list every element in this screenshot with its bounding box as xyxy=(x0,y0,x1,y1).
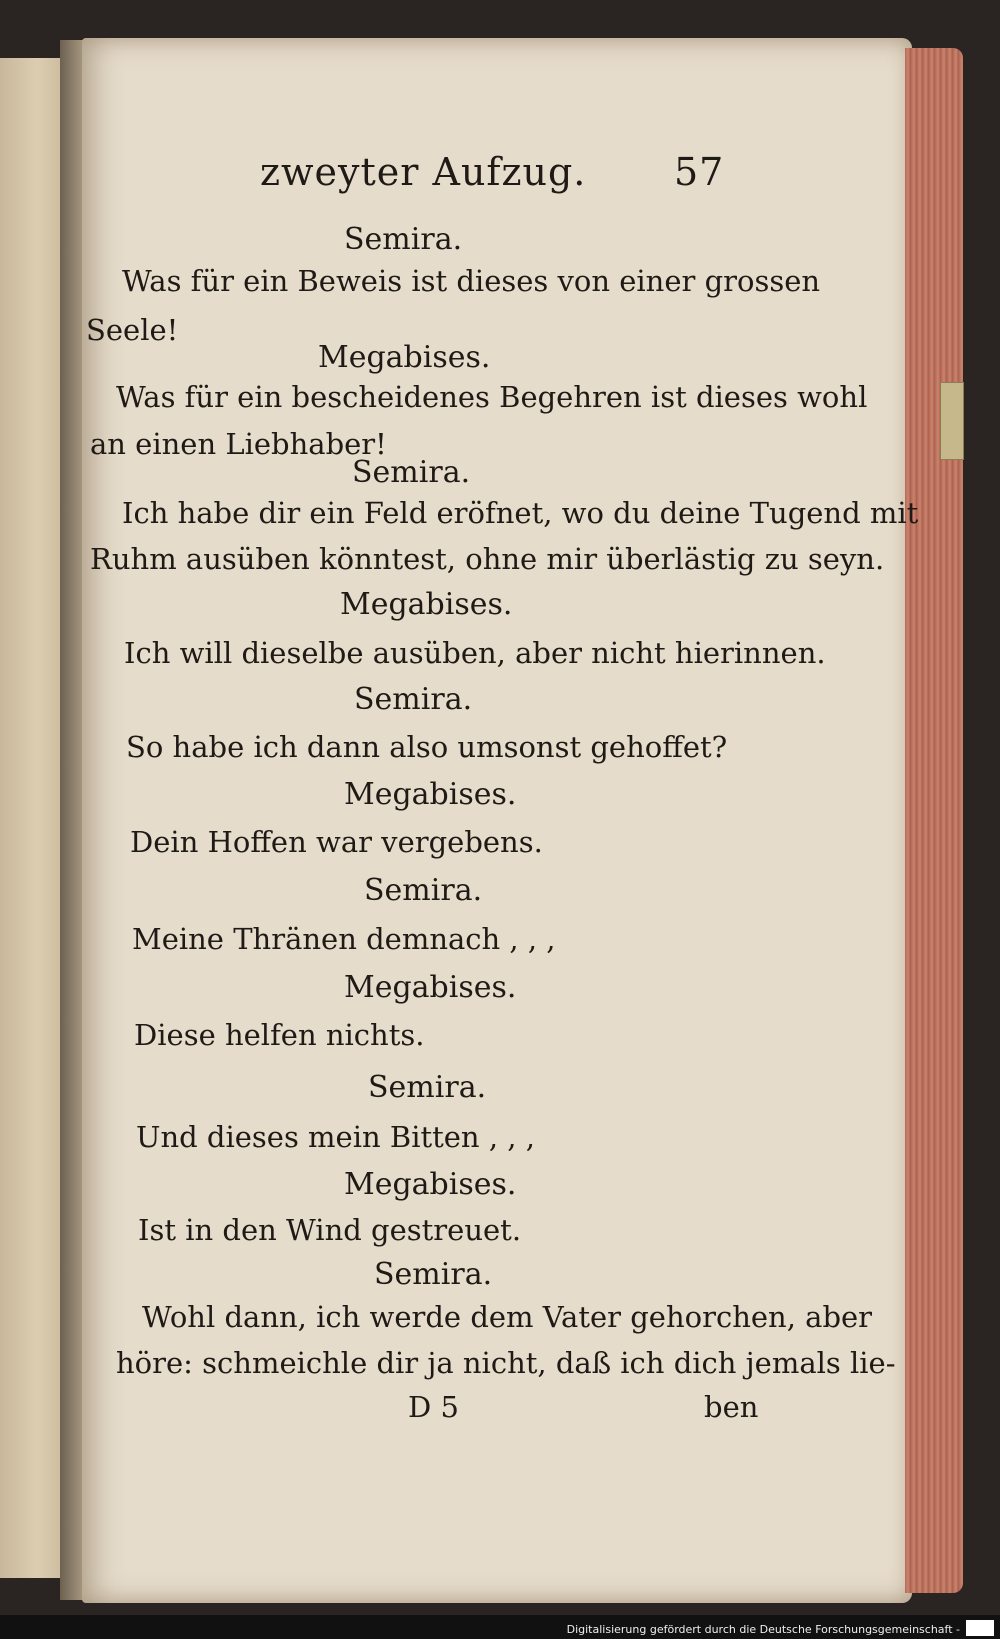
speaker-name: Megabises. xyxy=(318,340,491,375)
page-number: 57 xyxy=(674,150,725,194)
text-line: Ich will dieselbe ausüben, aber nicht hierinnen. xyxy=(124,636,826,670)
text-line: Und dieses mein Bitten , , , xyxy=(136,1120,535,1154)
catchword: ben xyxy=(704,1390,759,1424)
text-line: Wohl dann, ich werde dem Vater gehorchen, aber xyxy=(142,1300,873,1334)
text-line: an einen Liebhaber! xyxy=(90,427,387,461)
speaker-name: Semira. xyxy=(352,455,471,490)
speaker-name: Semira. xyxy=(374,1257,493,1292)
text-line: Dein Hoffen war vergebens. xyxy=(130,825,543,859)
text-line: Was für ein bescheidenes Begehren ist dieses wohl xyxy=(116,380,868,414)
signature-mark: D 5 xyxy=(408,1390,459,1424)
speaker-name: Megabises. xyxy=(344,1167,517,1202)
text-line: Ist in den Wind gestreuet. xyxy=(138,1213,522,1247)
left-page-edge xyxy=(0,58,64,1578)
text-line: höre: schmeichle dir ja nicht, daß ich dich jemals lie- xyxy=(116,1346,896,1380)
page-block-edge xyxy=(905,48,963,1593)
page-text xyxy=(82,0,919,1600)
footer-bar xyxy=(0,1615,1000,1639)
speaker-name: Megabises. xyxy=(344,970,517,1005)
running-header: zweyter Aufzug. xyxy=(260,150,587,194)
text-line: Ruhm ausüben könntest, ohne mir überlästig zu seyn. xyxy=(90,542,885,576)
text-line: Diese helfen nichts. xyxy=(134,1018,425,1052)
funding-credit: Digitalisierung gefördert durch die Deutsche Forschungsgemeinschaft - xyxy=(566,1623,960,1636)
text-line: Ich habe dir ein Feld eröfnet, wo du deine Tugend mit xyxy=(122,496,919,530)
speaker-name: Semira. xyxy=(364,873,483,908)
speaker-name: Megabises. xyxy=(340,587,513,622)
speaker-name: Semira. xyxy=(344,222,463,257)
speaker-name: Megabises. xyxy=(344,777,517,812)
speaker-name: Semira. xyxy=(368,1070,487,1105)
text-line: Meine Thränen demnach , , , xyxy=(132,922,556,956)
text-line: So habe ich dann also umsonst gehoffet? xyxy=(126,730,728,764)
bookmark-tab xyxy=(940,382,964,460)
dfg-logo xyxy=(966,1620,994,1636)
speaker-name: Semira. xyxy=(354,682,473,717)
text-line: Seele! xyxy=(86,313,179,347)
text-line: Was für ein Beweis ist dieses von einer grossen xyxy=(122,264,821,298)
